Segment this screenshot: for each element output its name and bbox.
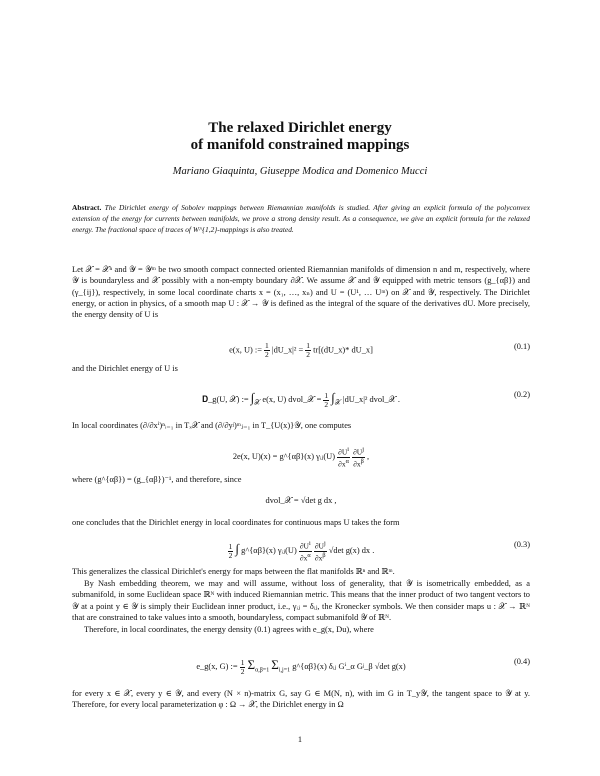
- paragraph-generalizes: This generalizes the classical Dirichlet's energy for maps between the flat manifolds ℝⁿ and ℝᵐ.: [72, 567, 395, 576]
- paragraph-nash: By Nash embedding theorem, we may and will assume, without loss of generality, that 𝒴 is isometrically embedded, as a submanifold, in some Euclidean space ℝᴺ with induced Riemannian metric. This means that the inner product of two tangent vectors to 𝒴 at a point y ∈ 𝒴 is simply their Euclidean inner product, i.e., γᵢⱼ = δᵢⱼ, the Kronecker symbols. We then consider maps u : 𝒳 → ℝᴺ that are constrained to take values into a smooth, boundaryless, compact submanifold 𝒴 of ℝᴺ.: [72, 579, 530, 622]
- authors: Mariano Giaquinta, Giuseppe Modica and Domenico Mucci: [172, 166, 428, 177]
- equation-0-3: $\frac{1}{2}$ ∫ g^{αβ}(x) γᵢⱼ(U) $\frac{\partial U^i}{\partial x^\alpha}$ $\frac{\partial U^j}{\partial x^\beta}$ √det g(x) dx . (0.3): [228, 540, 530, 562]
- paragraph-therefore: Therefore, in local coordinates, the energy density (0.1) agrees with e_g(x, Du), where: [84, 625, 374, 634]
- paragraph-local-coords: In local coordinates (∂/∂xⁱ)ⁿᵢ₌₁ in Tₓ𝒳 and (∂/∂yʲ)ᵐⱼ₌₁ in T_{U(x)}𝒴, one computes: [72, 421, 352, 430]
- eq5-label: (0.3): [513, 540, 530, 549]
- paragraph-tangent: for every x ∈ 𝒳, every y ∈ 𝒴, and every (N × n)-matrix G, say G ∈ M(N, n), with im G in T_y𝒴, the tangent space to 𝒴 at y. Therefore, for every local parameterization φ : Ω → 𝒳, the Dirichlet energy in Ω: [72, 689, 530, 710]
- equation-0-2: 𝐃_g(U, 𝒳) := $\int_𝒳$ e(x, U) dvol_𝒳 = $\frac{1}{2}$ $\int_𝒳$ |dU_x|² dvol_𝒳 . (0.2): [202, 390, 530, 409]
- eq4-text: dvol_𝒳 = √det g dx ,: [265, 496, 337, 505]
- paper-title-line-1: The relaxed Dirichlet energy: [208, 120, 392, 136]
- paper-title-line-2: of manifold constrained mappings: [190, 137, 410, 153]
- paragraph-inverse-metric: where (g^{αβ}) = (g_{αβ})⁻¹, and therefore, since: [72, 475, 242, 484]
- eq2-mid: e(x, U) dvol_𝒳 =: [262, 395, 322, 404]
- abstract-text: The Dirichlet energy of Sobolev mappings between Riemannian manifolds is studied. After giving an explicit formula of the polyconvex extension of the energy for currents between manifolds, we prove a strong density result. As a consequence, we give an explicit formula for the relaxed energy. The fractional space of traces of W^{1,2}-mappings is also treated.: [72, 203, 530, 235]
- paragraph-conclude: one concludes that the Dirichlet energy in local coordinates for continuous maps U takes the form: [72, 518, 400, 527]
- page-number: 1: [297, 735, 303, 744]
- eq6-lhs: e_g(x, G) :=: [196, 662, 238, 671]
- equation-0-4: e_g(x, G) := $\frac{1}{2}$ $\Sigma_{\alpha,\beta=1}$ $\Sigma_{i,j=1}$ g^{αβ}(x) δᵢⱼ Gⁱ_α Gʲ_β √det g(x) (0.4): [196, 657, 530, 676]
- eq5-text: g^{αβ}(x) γᵢⱼ(U): [241, 545, 297, 555]
- paragraph-intro: Let 𝒳 = 𝒳ⁿ and 𝒴 = 𝒴ᵐ be two smooth compact connected oriented Riemannian manifolds of dimension n and m, respectively, where 𝒴 is boundaryless and 𝒳 possibly with a non-empty boundary ∂𝒳. We assume 𝒳 and 𝒴 equipped with metric tensors (g_{αβ}) and (γ_{ij}), respectively, in some local coordinate charts x = (x₁, …, xₙ) and U = (U¹, … Uᵐ) on 𝒳 and 𝒴, respectively. The Dirichlet energy, or action in physics, of a smooth map U : 𝒳 → 𝒴 is defined as the integral of the square of the derivatives dU. More precisely, the energy density of U is: [72, 265, 530, 320]
- eq2-rhs: |dU_x|² dvol_𝒳 .: [342, 395, 400, 404]
- eq1-rhs: tr[(dU_x)* dU_x]: [313, 345, 373, 355]
- equation-2e: 2e(x, U)(x) = g^{αβ}(x) γᵢⱼ(U) $\frac{\partial U^i}{\partial x^\alpha}$ $\frac{\partial U^j}{\partial x^\beta}$ ,: [232, 446, 370, 468]
- eq1-label: (0.1): [513, 342, 530, 351]
- eq1-mid: |dU_x|² =: [271, 345, 304, 355]
- eq2-label: (0.2): [513, 390, 530, 399]
- abstract: [72, 202, 530, 236]
- equation-0-1: e(x, U) := $\frac{1}{2}$ |dU_x|² = $\frac{1}{2}$ tr[(dU_x)* dU_x] (0.1): [229, 341, 530, 359]
- eq2-lhs: 𝐃_g(U, 𝒳) :=: [202, 395, 249, 404]
- eq6-label: (0.4): [513, 657, 530, 666]
- equation-dvol: [72, 496, 530, 516]
- paragraph-dirichlet: and the Dirichlet energy of U is: [72, 364, 178, 373]
- eq3-text: 2e(x, U)(x) = g^{αβ}(x) γᵢⱼ(U): [232, 451, 336, 461]
- abstract-label: Abstract.: [72, 203, 102, 212]
- eq1-lhs: e(x, U) :=: [229, 345, 262, 355]
- eq6-rhs: g^{αβ}(x) δᵢⱼ Gⁱ_α Gʲ_β √det g(x): [292, 662, 406, 671]
